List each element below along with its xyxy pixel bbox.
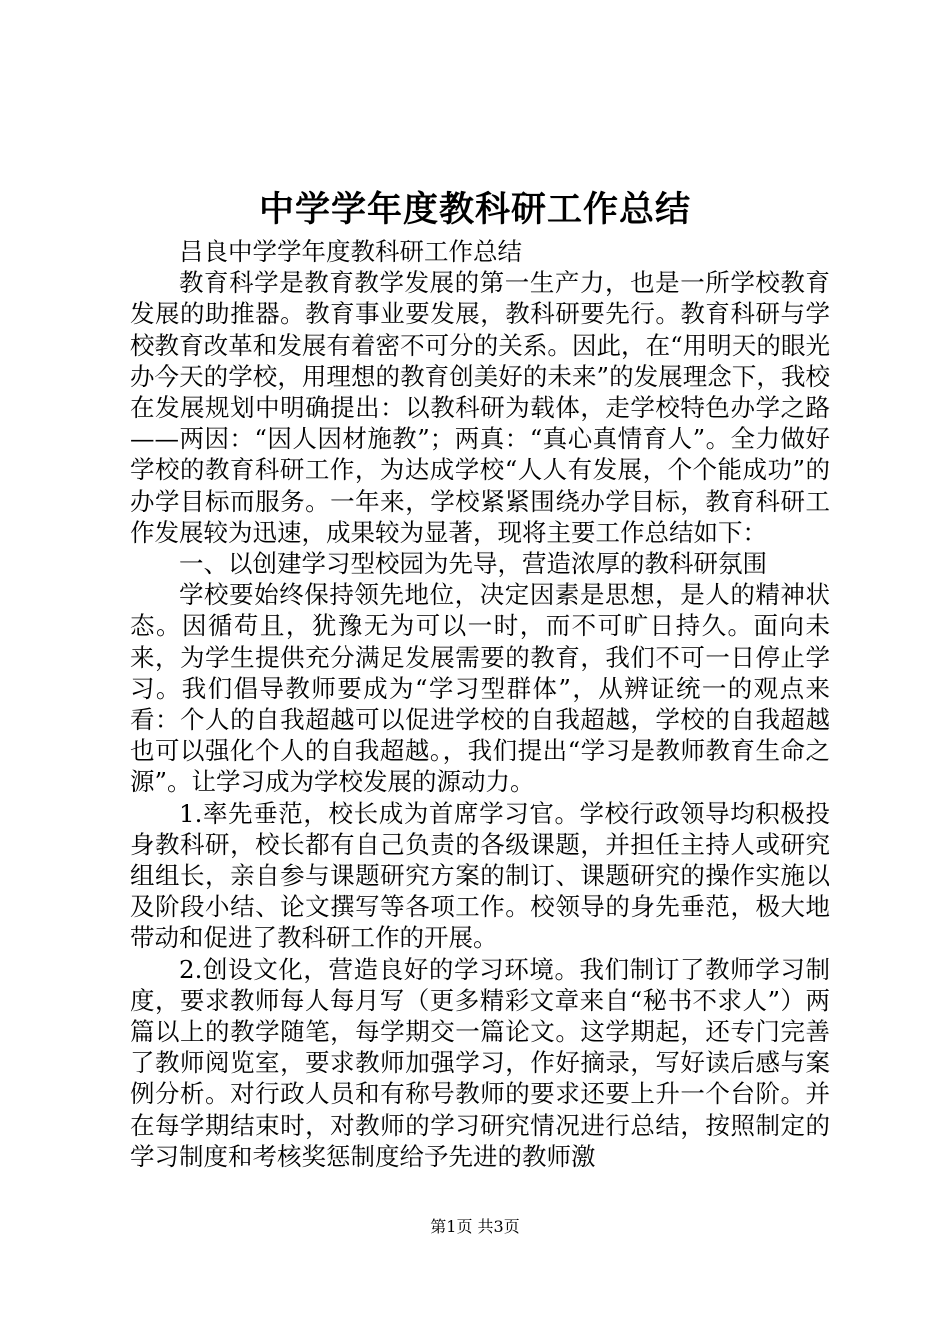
document-title: 中学学年度教科研工作总结 — [258, 190, 691, 230]
paragraph-item-1: 1.率先垂范，校长成为首席学习官。学校行政领导均积极投身教科研，校长都有自己负责的各级课题，并担任主持人或研究组组长，亲自参与课题研究方案的制订、课题研究的操作实施以及阶段小结、论文撰写等各项工作。校领导的身先垂范，极大地带动和促进了教科研工作的开展。 — [130, 798, 830, 953]
paragraph-intro: 教育科学是教育教学发展的第一生产力，也是一所学校教育发展的助推器。教育事业要发展，教科研要先行。教育科研与学校教育改革和发展有着密不可分的关系。因此，在“用明天的眼光办今天的学校，用理想的教育创美好的未来”的发展理念下，我校在发展规划中明确提出：以教科研为载体，走学校特色办学之路——两因：“因人因材施教”；两真：“真心真情育人”。全力做好学校的教育科研工作，为达成学校“人人有发展，个个能成功”的办学目标而服务。一年来，学校紧紧围绕办学目标，教育科研工作发展较为迅速，成果较为显著，现将主要工作总结如下： — [130, 268, 830, 547]
document-body — [130, 236, 830, 1172]
paragraph-item-2: 2.创设文化，营造良好的学习环境。我们制订了教师学习制度，要求教师每人每月写（更多精彩文章来自“秘书不求人”）两篇以上的教学随笔，每学期交一篇论文。这学期起，还专门完善了教师阅览室，要求教师加强学习，作好摘录，写好读后感与案例分析。对行政人员和有称号教师的要求还要上升一个台阶。并在每学期结束时，对教师的学习研究情况进行总结，按照制定的学习制度和考核奖惩制度给予先进的教师激 — [130, 954, 830, 1171]
page-footer: 第1页 共3页 — [430, 1217, 520, 1236]
document-subtitle: 吕良中学学年度教科研工作总结 — [179, 237, 522, 266]
section-heading-1: 一、以创建学习型校园为先导，营造浓厚的教科研氛围 — [179, 549, 767, 579]
paragraph-section-1: 学校要始终保持领先地位，决定因素是思想，是人的精神状态。因循苟且，犹豫无为可以一时，而不可旷日持久。面向未来，为学生提供充分满足发展需要的教育，我们不可一日停止学习。我们倡导教师要成为“学习型群体”，从辨证统一的观点来看：个人的自我超越可以促进学校的自我超越，学校的自我超越也可以强化个人的自我超越。，我们提出“学习是教师教育生命之源”。让学习成为学校发展的源动力。 — [130, 580, 830, 797]
